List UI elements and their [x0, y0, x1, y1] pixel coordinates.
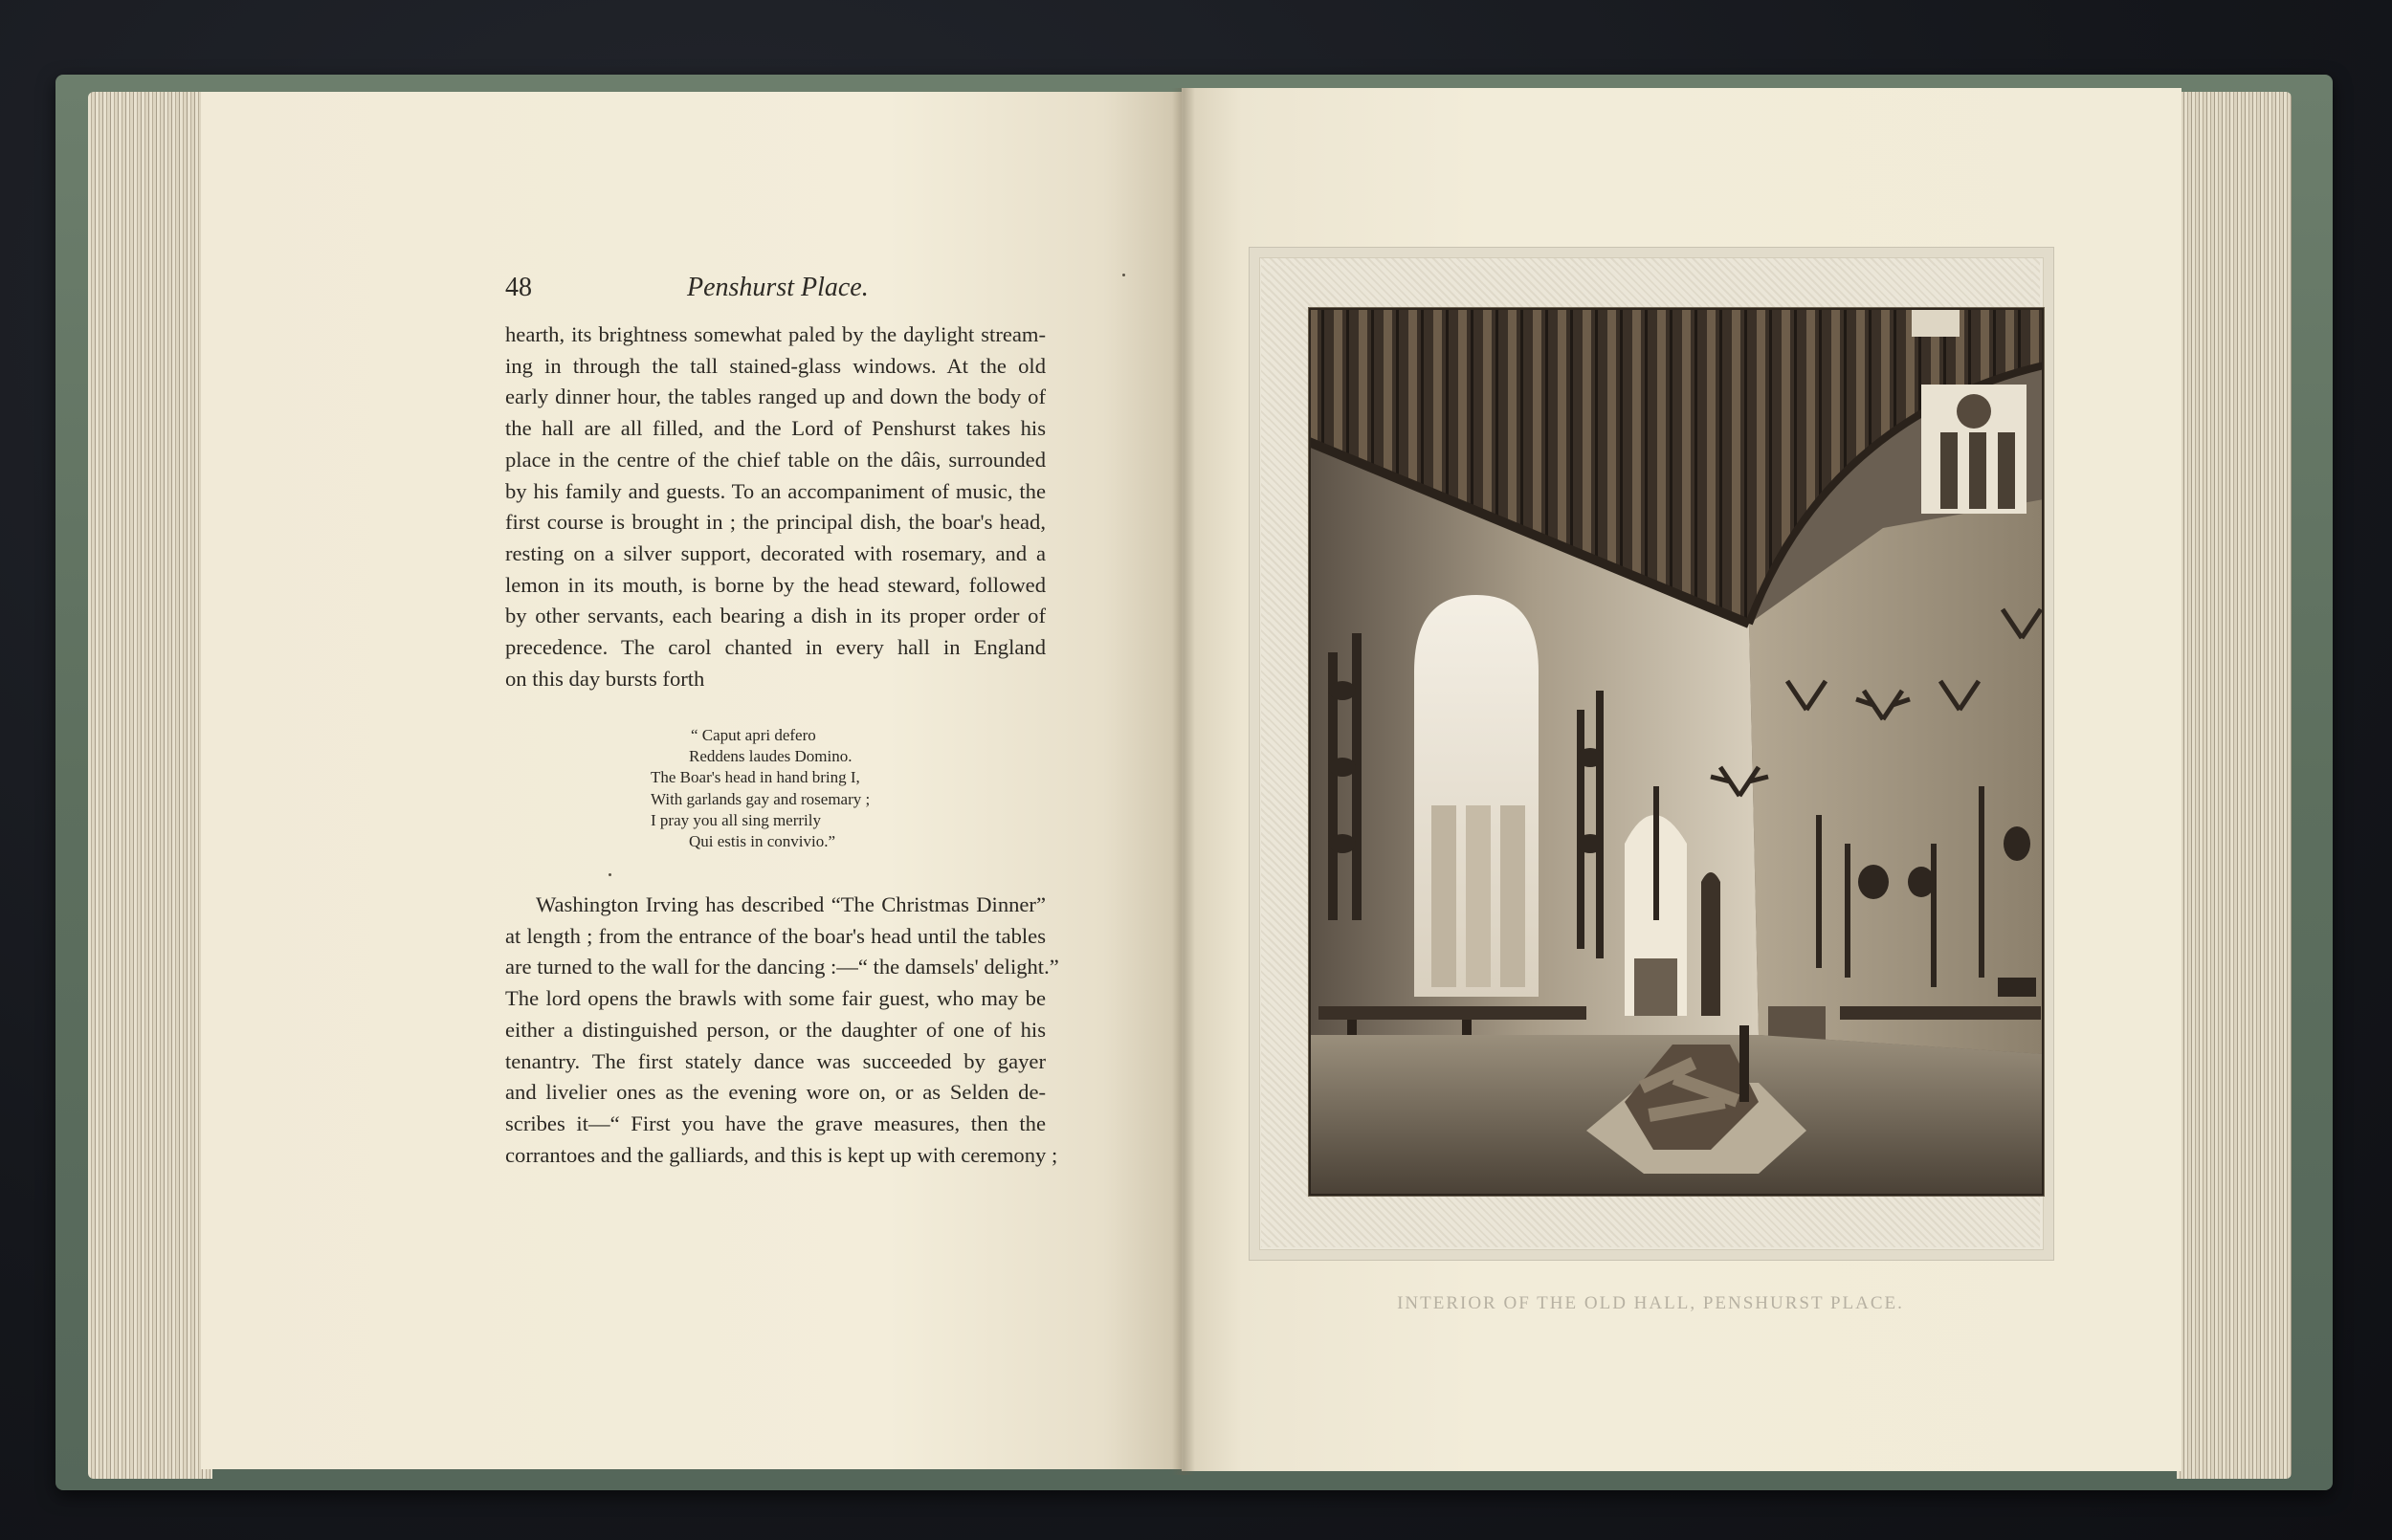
text-line: at length ; from the entrance of the boar's head until the tables	[505, 923, 1046, 948]
text-line: scribes it—“ First you have the grave measures, then the	[505, 1111, 1046, 1135]
verse-line: Reddens laudes Domino.	[689, 747, 853, 766]
text-line: corrantoes and the galliards, and this is kept up with ceremony ;	[505, 1142, 1058, 1167]
photo-caption: INTERIOR OF THE OLD HALL, PENSHURST PLACE.	[1397, 1293, 1904, 1313]
text-line: on this day bursts forth	[505, 666, 705, 691]
verse-line: “ Caput apri defero	[691, 726, 816, 744]
text-line: ing in through the tall stained-glass windows. At the old	[505, 353, 1046, 378]
text-line: hearth, its brightness somewhat paled by the daylight stream-	[505, 322, 1046, 346]
print-speck	[609, 873, 611, 876]
text-line: lemon in its mouth, is borne by the head steward, followed	[505, 572, 1046, 597]
text-line: by other servants, each bearing a dish in its proper order of	[505, 604, 1046, 628]
left-page-edges	[88, 92, 212, 1479]
text-line: first course is brought in ; the principal dish, the boar's head,	[505, 510, 1046, 535]
text-line: by his family and guests. To an accompaniment of music, the	[505, 478, 1046, 503]
paragraph-1	[505, 319, 1046, 694]
text-line: are turned to the wall for the dancing :—“ the damsels' delight.”	[505, 955, 1059, 979]
text-line: and livelier ones as the evening wore on, or as Selden de-	[505, 1080, 1046, 1105]
verse-line: I pray you all sing merrily	[651, 810, 821, 829]
text-line: either a distinguished person, or the daughter of one of his	[505, 1017, 1046, 1042]
text-line: precedence. The carol chanted in every hall in England	[505, 635, 1046, 660]
right-page-edges	[2177, 92, 2292, 1479]
verse-line: With garlands gay and rosemary ;	[651, 789, 871, 808]
carol-verse	[651, 725, 938, 852]
text-line: Washington Irving has described “The Christmas Dinner”	[536, 892, 1046, 916]
verse-line: The Boar's head in hand bring I,	[651, 768, 860, 787]
running-title: Penshurst Place.	[687, 273, 869, 302]
hall-interior-photograph	[1309, 308, 2044, 1196]
print-speck	[1122, 274, 1125, 276]
paragraph-2	[505, 890, 1059, 1171]
book-gutter	[1172, 88, 1195, 1475]
text-line: place in the centre of the chief table on the dâis, surrounded	[505, 447, 1046, 472]
running-head	[505, 273, 1041, 311]
text-line: early dinner hour, the tables ranged up and down the body of	[505, 385, 1046, 409]
text-line: resting on a silver support, decorated with rosemary, and a	[505, 540, 1046, 565]
verse-line: Qui estis in convivio.”	[689, 832, 835, 851]
text-line: tenantry. The first stately dance was succeeded by gayer	[505, 1048, 1046, 1073]
text-line: The lord opens the brawls with some fair guest, who may be	[505, 986, 1046, 1011]
page-number: 48	[505, 273, 532, 302]
text-line: the hall are all filled, and the Lord of Penshurst takes his	[505, 416, 1046, 441]
